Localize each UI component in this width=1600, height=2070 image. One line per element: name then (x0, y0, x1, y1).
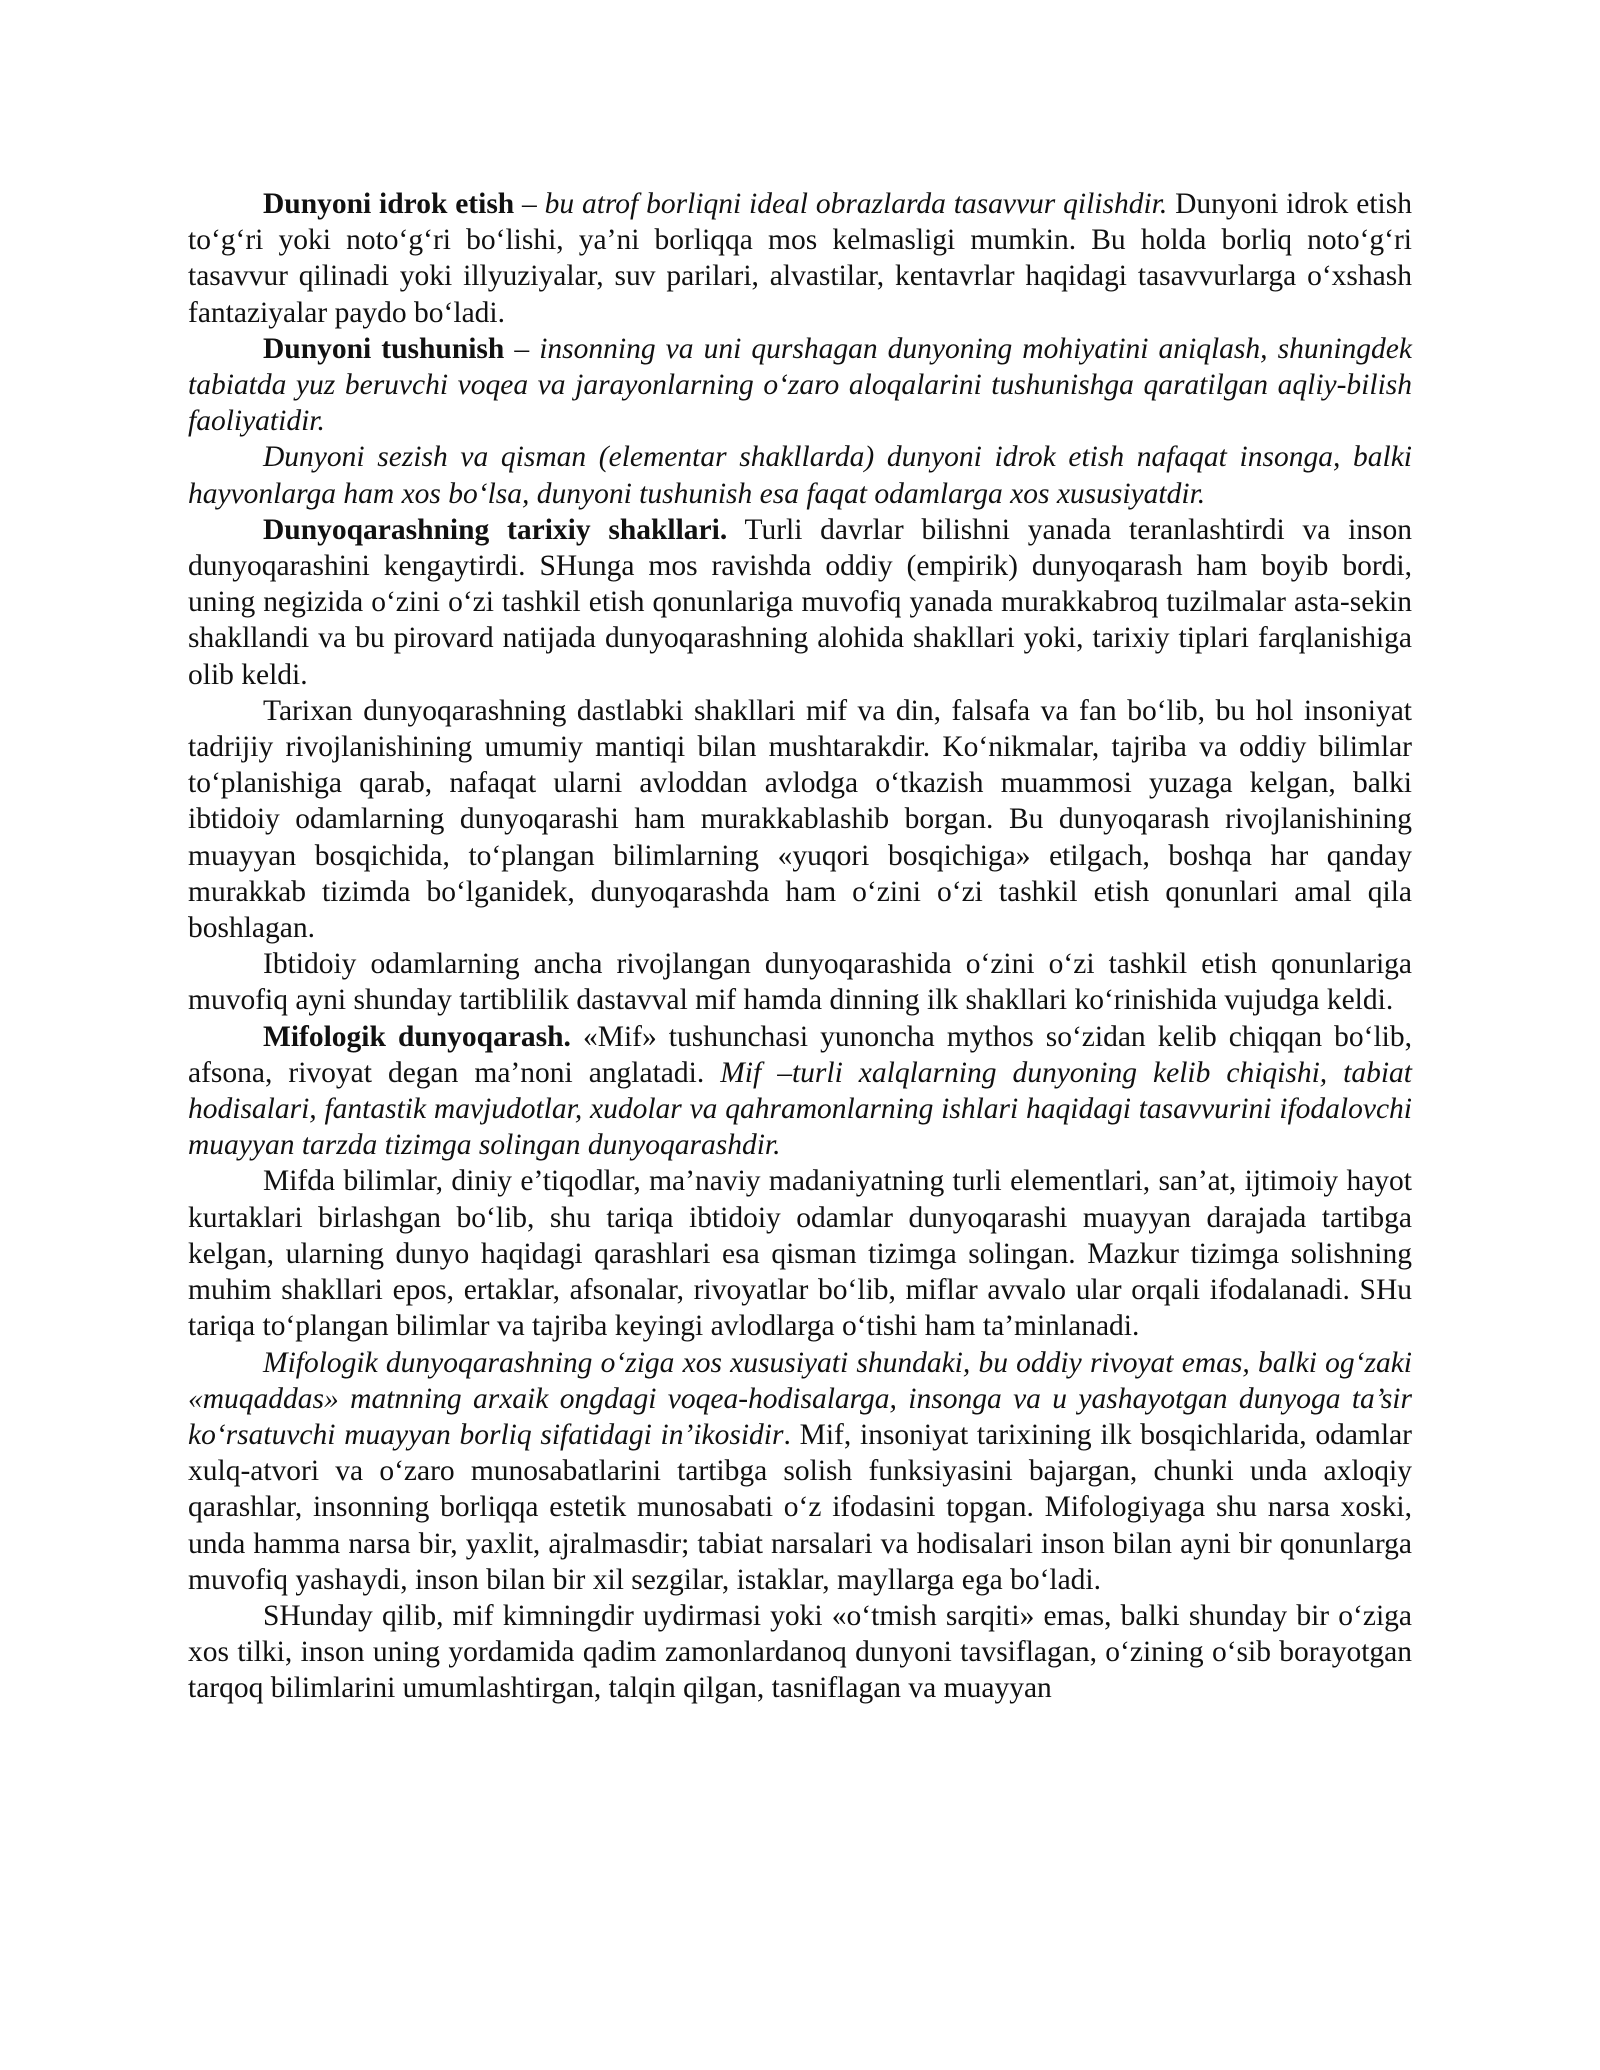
paragraph-text: Tarixan dunyoqarashning dastlabki shakllari mif va din, falsafa va fan bo‘lib, bu hol insoniyat tadrijiy rivojlanishining umumiy mantiqi bilan mushtarakdir. Ko‘nikmalar, tajriba va oddiy bilimlar to‘planishiga qarab, nafaqat ularni avloddan avlodga o‘tkazish muammosi yuzaga kelgan, balki ibtidoiy odamlarning dunyoqarashi ham murakkablashib borgan. Bu dunyoqarash rivojlanishining muayyan bosqichida, to‘plangan bilimlarning «yuqori bosqichiga» etilgach, boshqa har qanday murakkab tizimda bo‘lganidek, dunyoqarashda ham o‘zini o‘zi tashkil etish qonunlari amal qila boshlagan. (188, 694, 1412, 945)
paragraph-tarixan (188, 693, 1412, 946)
heading-tarixiy-shakllar: Dunyoqarashning tarixiy shakllari. (263, 513, 728, 546)
paragraph-shunday (188, 1598, 1412, 1707)
paragraph-tarixiy-shakllar (188, 512, 1412, 693)
paragraph-mifologik (188, 1019, 1412, 1164)
paragraph-text: «Mif» tushunchasi yunoncha mythos so‘zidan kelib chiqqan bo‘lib, afsona, rivoyat degan ma’noni anglatadi. (188, 1020, 1412, 1089)
term-dunyoni-tushunish: Dunyoni tushunish (263, 332, 505, 365)
paragraph-text: Turli davrlar bilishni yanada teranlashtirdi va inson dunyoqarashini kengaytirdi. SHunga mos ravishda oddiy (empirik) dunyoqarash ham boyib bordi, uning negizida o‘zini o‘zi tashkil etish qonunlariga muvofiq yanada murakkabroq tuzilmalar asta-sekin shakllandi va bu pirovard natijada dunyoqarashning alohida shakllari yoki, tarixiy tiplari farqlanishiga olib keldi. (188, 513, 1413, 691)
heading-mifologik-dunyoqarash: Mifologik dunyoqarash. (263, 1020, 571, 1053)
paragraph-xususiyat (188, 1345, 1412, 1598)
definition-mif: Mif –turli xalqlarning dunyoning kelib chiqishi, tabiat hodisalari, fantastik mavjudotlar, xudolar va qahramonlarning ishlari haqidagi tasavvurini ifodalovchi muayyan tarzda tizimga solingan dunyoqarashdir. (188, 1056, 1412, 1162)
term-dunyoni-idrok-etish: Dunyoni idrok etish (263, 188, 515, 220)
definition-tushunish: – insonning va uni qurshagan dunyoning mohiyatini aniqlash, shuningdek tabiatda yuz beruvchi voqea va jarayonlarning o‘zaro aloqalarini tushunishga qaratilgan aqliy-bilish faoliyatidir. (188, 332, 1412, 438)
paragraph-text: SHunday qilib, mif kimningdir uydirmasi yoki «o‘tmish sarqiti» emas, balki shunday bir o‘ziga xos tilki, inson uning yordamida qadim zamonlardanoq dunyoni tavsiflagan, o‘zining o‘sib borayotgan tarqoq bilimlarini umumlashtirgan, talqin qilgan, tasniflagan va muayyan (188, 1599, 1412, 1705)
paragraph-text: Mifda bilimlar, diniy e’tiqodlar, ma’naviy madaniyatning turli elementlari, san’at, ijtimoiy hayot kurtaklari birlashgan bo‘lib, shu tariqa ibtidoiy odamlar dunyoqarashi muayyan darajada tartibga kelgan, ularning dunyo haqidagi qarashlari esa qisman tizimga solingan. Mazkur tizimga solishning muhim shakllari epos, ertaklar, afsonalar, rivoyatlar bo‘lib, miflar avvalo ular orqali ifodalanadi. SHu tariqa to‘plangan bilimlar va tajriba keyingi avlodlarga o‘tishi ham ta’minlanadi. (188, 1165, 1412, 1343)
paragraph-tushunish (188, 331, 1412, 440)
paragraph-text: . Mif, insoniyat tarixining ilk bosqichlarida, odamlar xulq-atvori va o‘zaro munosabatlarini tartibga solish funksiyasini bajargan, chunki unda axloqiy qarashlar, insonning borliqqa estetik munosabati o‘z ifodasini topgan. Mifologiyaga shu narsa xoski, unda hamma narsa bir, yaxlit, ajralmasdir; tabiat narsalari va hodisalari inson bilan ayni bir qonunlarga muvofiq yashaydi, inson bilan bir xil sezgilar, istaklar, mayllarga ega bo‘ladi. (188, 1418, 1412, 1596)
paragraph-text: Ibtidoiy odamlarning ancha rivojlangan dunyoqarashida o‘zini o‘zi tashkil etish qonunlariga muvofiq ayni shunday tartiblilik dastavval mif hamda dinning ilk shakllari ko‘rinishida vujudga keldi. (188, 948, 1412, 1017)
paragraph-idrok (188, 186, 1412, 331)
paragraph-text: Dunyoni sezish va qisman (elementar shakllarda) dunyoni idrok etish nafaqat insonga, balki hayvonlarga ham xos bo‘lsa, dunyoni tushunish esa faqat odamlarga xos xususiyatdir. (188, 441, 1412, 510)
document-page (188, 186, 1412, 1707)
paragraph-ibtidoiy (188, 946, 1412, 1018)
definition-idrok: – bu atrof borliqni ideal obrazlarda tasavvur qilishdir. (514, 188, 1168, 220)
paragraph-text: Dunyoni idrok etish to‘g‘ri yoki noto‘g‘ri bo‘lishi, ya’ni borliqqa mos kelmasligi mumkin. Bu holda borliq noto‘g‘ri tasavvur qilinadi yoki illyuziyalar, suv parilari, alvastilar, kentavrlar haqidagi tasavvurlarga o‘xshash fantaziyalar paydo bo‘ladi. (188, 188, 1412, 329)
paragraph-sezish (188, 439, 1412, 511)
paragraph-italic-text: Mifologik dunyoqarashning o‘ziga xos xususiyati shundaki, bu oddiy rivoyat emas, balki og‘zaki «muqaddas» matnning arxaik ongdagi voqea-hodisalarga, insonga va u yashayotgan dunyoga ta’sir ko‘rsatuvchi muayyan borliq sifatidagi in’ikosidir (188, 1346, 1412, 1451)
paragraph-mifda (188, 1163, 1412, 1344)
